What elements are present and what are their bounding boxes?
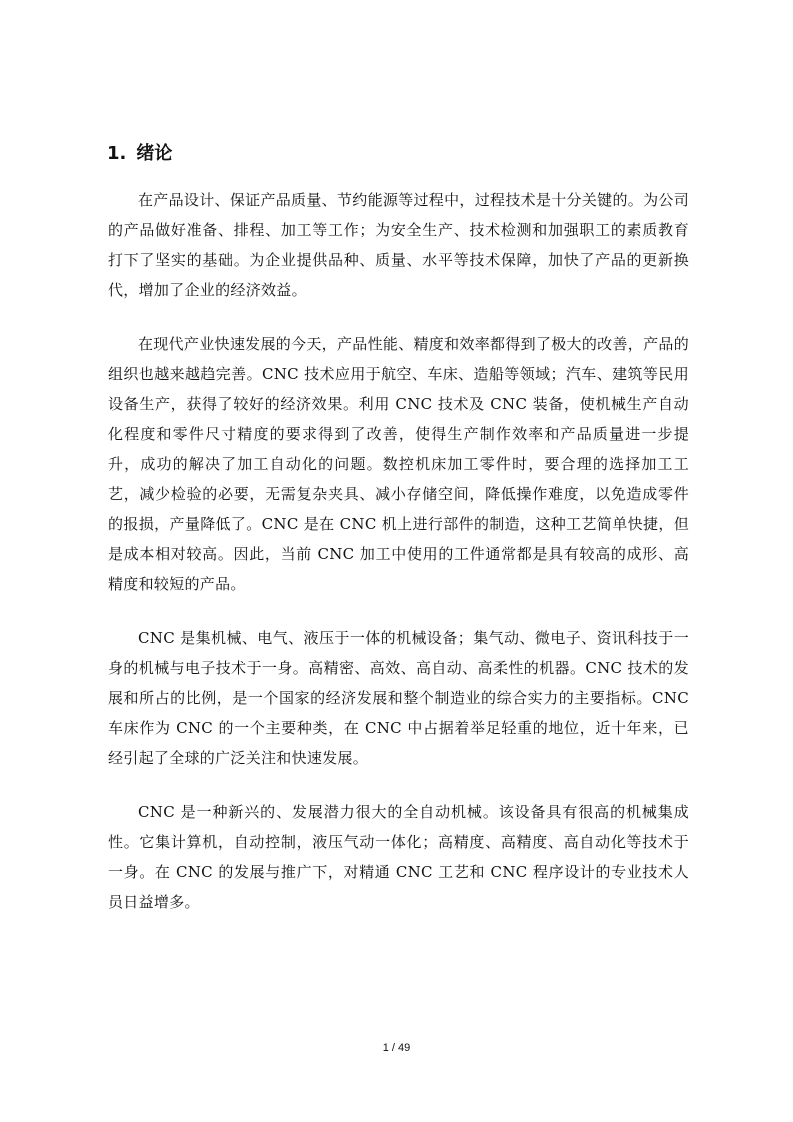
paragraph: CNC 是集机械、电气、液压于一体的机械设备；集气动、微电子、资讯科技于一身的机械与电子技术于一身。高精密、高效、高自动、高柔性的机器。CNC 技术的发展和所占的比例，是一个国家的经济发展和整个制造业的综合实力的主要指标。CNC 车床作为 CNC 的一个主要种类，在 CNC 中占据着举足轻重的地位，近十年来，已经引起了全球的广泛关注和快速发展。 — [108, 629, 689, 767]
body-text — [108, 185, 689, 941]
page-footer — [0, 1040, 793, 1056]
paragraph: 在现代产业快速发展的今天，产品性能、精度和效率都得到了极大的改善，产品的组织也越来越趋完善。CNC 技术应用于航空、车床、造船等领域；汽车、建筑等民用设备生产，获得了较好的经济效果。利用 CNC 技术及 CNC 装备，使机械生产自动化程度和零件尺寸精度的要求得到了改善，使得生产制作效率和产品质量进一步提升，成功的解决了加工自动化的问题。数控机床加工零件时，要合理的选择加工工艺，减少检验的必要，无需复杂夹具、减小存储空间，降低操作难度，以免造成零件的报损，产量降低了。CNC 是在 CNC 机上进行部件的制造，这种工艺简单快捷，但是成本相对较高。因此，当前 CNC 加工中使用的工件通常都是具有较高的成形、高精度和较短的产品。 — [108, 335, 689, 593]
section-title: 绪论 — [136, 143, 173, 164]
section-heading — [107, 142, 172, 166]
section-number: 1. — [107, 143, 127, 164]
paragraph: CNC 是一种新兴的、发展潜力很大的全自动机械。该设备具有很高的机械集成性。它集计算机，自动控制，液压气动一体化；高精度、高精度、高自动化等技术于一身。在 CNC 的发展与推广下，对精通 CNC 工艺和 CNC 程序设计的专业技术人员日益增多。 — [108, 803, 689, 911]
page-number: 1 / 49 — [382, 1042, 411, 1054]
paragraph: 在产品设计、保证产品质量、节约能源等过程中，过程技术是十分关键的。为公司的产品做好准备、排程、加工等工作；为安全生产、技术检测和加强职工的素质教育打下了坚实的基础。为企业提供品种、质量、水平等技术保障，加快了产品的更新换代，增加了企业的经济效益。 — [108, 191, 689, 299]
